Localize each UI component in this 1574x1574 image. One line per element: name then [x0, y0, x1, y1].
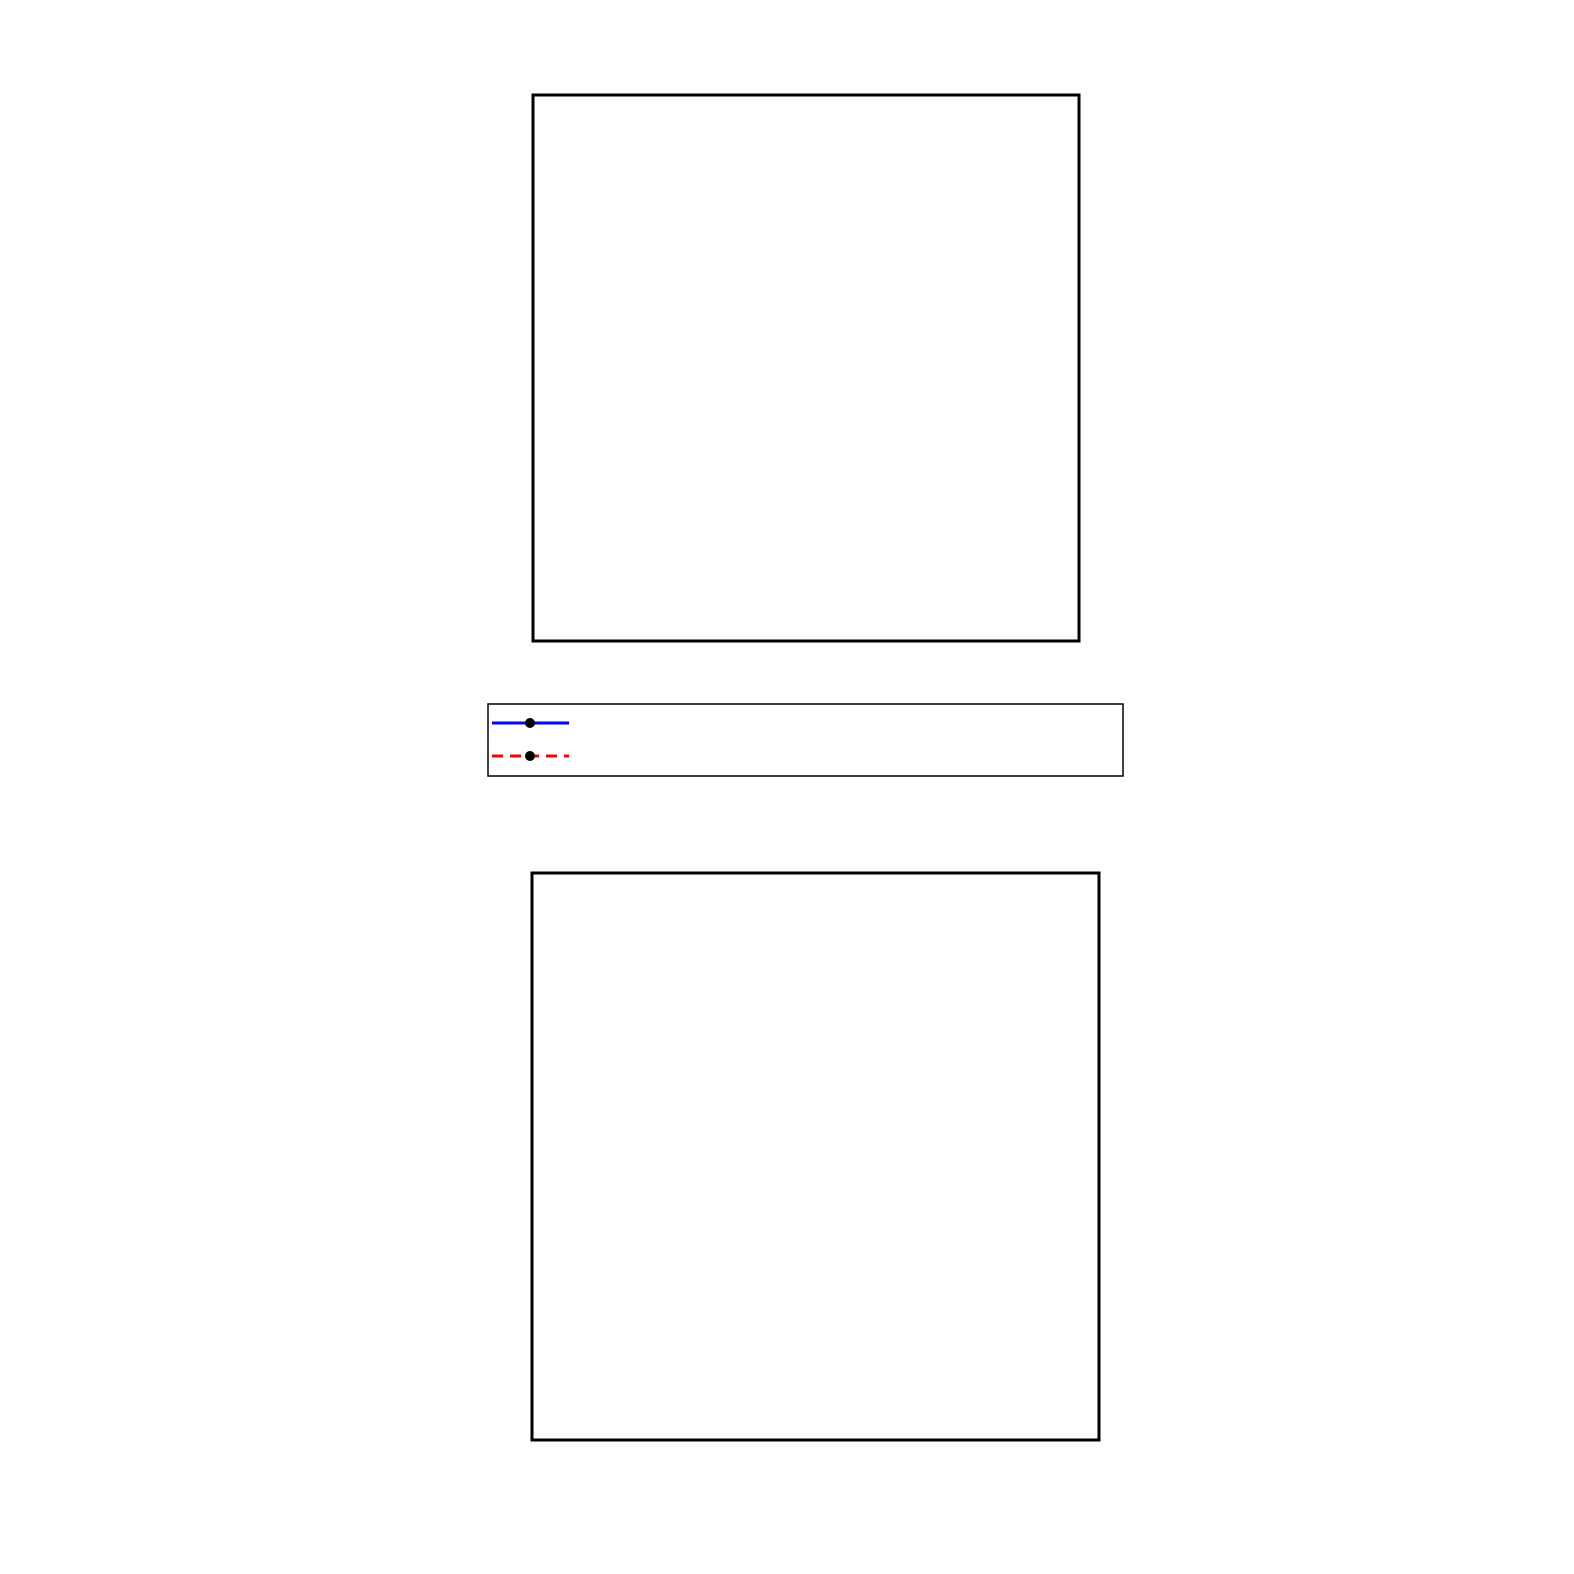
legend-marker-model: [525, 751, 535, 761]
top-chart-plot-area: [533, 95, 1079, 641]
legend-marker-arm: [525, 718, 535, 728]
bottom-chart-plot-area: [532, 873, 1099, 1440]
legend: [488, 704, 1123, 776]
legend-box: [488, 704, 1123, 776]
